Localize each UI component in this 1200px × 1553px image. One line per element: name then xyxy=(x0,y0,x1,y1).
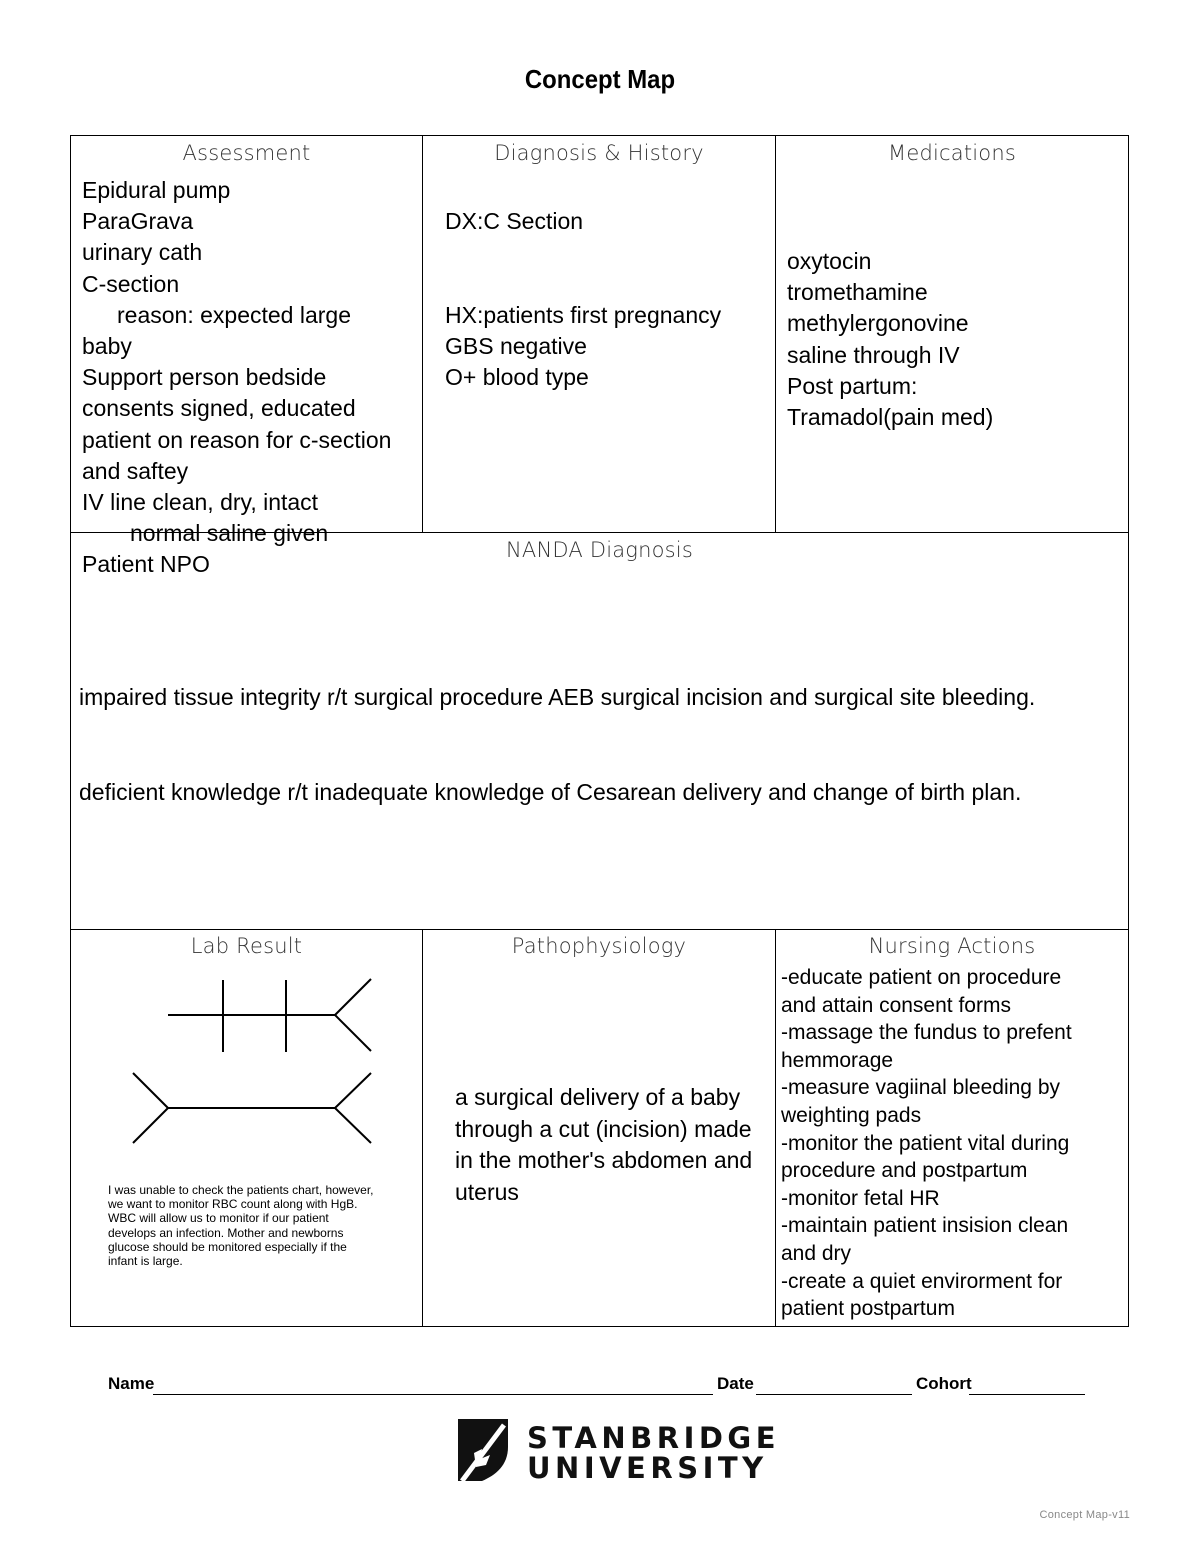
diagnosis-dx: DX:C Section xyxy=(445,208,584,234)
pathophysiology-heading: Pathophysiology xyxy=(511,934,687,958)
name-field[interactable] xyxy=(153,1394,713,1395)
nursing-line: hemmorage xyxy=(781,1048,894,1072)
cohort-field[interactable] xyxy=(969,1394,1085,1395)
university-shield-icon xyxy=(458,1419,510,1483)
page-title: Concept Map xyxy=(524,64,676,94)
medication-line: saline through IV xyxy=(787,341,960,368)
medication-line: methylergonovine xyxy=(787,310,969,337)
lab-result-heading: Lab Result xyxy=(190,934,303,958)
assessment-line: C-section xyxy=(82,270,180,297)
nanda-text: deficient knowledge r/t inadequate knowledge of Cesarean delivery and change of birth plan. xyxy=(79,779,1022,805)
nursing-line: -monitor fetal HR xyxy=(781,1186,940,1210)
date-field[interactable] xyxy=(756,1394,912,1395)
logo-line-1: STANBRIDGE xyxy=(527,1421,781,1455)
nursing-actions-heading: Nursing Actions xyxy=(868,934,1036,958)
assessment-line: Epidural pump xyxy=(82,177,231,203)
nursing-line: and dry xyxy=(781,1241,852,1265)
version-label: Concept Map-v11 xyxy=(1039,1509,1130,1521)
assessment-line: IV line clean, dry, intact xyxy=(82,488,319,515)
assessment-line: Patient NPO xyxy=(82,551,210,578)
medication-line: Post partum: xyxy=(787,372,918,399)
pathophysiology-text: a surgical delivery of a baby through a cut (incision) made in the mother's abdomen and uterus xyxy=(455,1084,753,1205)
nursing-line: -educate patient on procedure xyxy=(781,966,1062,989)
assessment-heading: Assessment xyxy=(182,141,311,165)
cohort-label: Cohort xyxy=(916,1374,972,1393)
grid-divider xyxy=(422,135,423,533)
assessment-line: ParaGrava xyxy=(82,208,194,235)
date-label: Date xyxy=(717,1374,754,1393)
grid-divider xyxy=(775,929,776,1327)
nursing-line: -massage the fundus to prefent xyxy=(781,1021,1072,1045)
history-line: O+ blood type xyxy=(445,364,589,391)
diagnosis-history-heading: Diagnosis & History xyxy=(494,141,704,165)
nursing-line: patient postpartum xyxy=(781,1297,955,1321)
nanda-diagnosis-2 xyxy=(79,776,1129,809)
nanda-text: impaired tissue integrity r/t surgical procedure AEB surgical incision and surgical site bleeding. xyxy=(79,684,1036,710)
lab-fishbone-diagram xyxy=(120,970,390,1160)
grid-divider xyxy=(775,135,776,533)
medication-line: Tramadol(pain med) xyxy=(787,403,994,430)
diagnosis-history-notes xyxy=(445,300,721,394)
nanda-heading: NANDA Diagnosis xyxy=(506,538,693,562)
assessment-line: Support person bedside xyxy=(82,364,327,391)
nursing-line: -measure vagiinal bleeding by xyxy=(781,1076,1060,1100)
nursing-line: -create a quiet envirorment for xyxy=(781,1269,1063,1293)
assessment-line: consents signed, educated xyxy=(82,395,356,422)
medication-list xyxy=(787,246,993,433)
history-line: GBS negative xyxy=(445,333,587,360)
grid-divider xyxy=(70,929,1129,930)
medication-line: tromethamine xyxy=(787,279,928,306)
nursing-line: weighting pads xyxy=(781,1103,922,1127)
lab-note: I was unable to check the patients chart, however, we want to monitor RBC count along with HgB. WBC will allow us to monitor if our patient develops an infection. Mother and newborns glucose should be monitored especially if the infant is large. xyxy=(108,1183,374,1269)
nursing-actions-list xyxy=(781,964,1126,1323)
grid-divider xyxy=(422,929,423,1327)
nanda-diagnosis-1 xyxy=(79,681,1129,714)
assessment-line: reason: expected large xyxy=(117,301,351,328)
assessment-line: normal saline given xyxy=(130,520,329,547)
assessment-line: baby xyxy=(82,332,132,359)
assessment-line: patient on reason for c-section xyxy=(82,426,392,453)
assessment-notes xyxy=(82,175,391,580)
assessment-line: and saftey xyxy=(82,457,189,484)
nursing-line: procedure and postpartum xyxy=(781,1159,1028,1183)
nursing-line: -monitor the patient vital during xyxy=(781,1131,1070,1155)
history-line: HX:patients first pregnancy xyxy=(445,302,722,328)
medications-heading: Medications xyxy=(888,141,1016,165)
medication-line: oxytocin xyxy=(787,248,872,274)
nursing-line: and attain consent forms xyxy=(781,993,1011,1017)
nursing-line: -maintain patient insision clean xyxy=(781,1214,1069,1238)
logo-line-2: UNIVERSITY xyxy=(527,1451,768,1485)
name-label: Name xyxy=(108,1374,155,1393)
assessment-line: urinary cath xyxy=(82,239,203,266)
